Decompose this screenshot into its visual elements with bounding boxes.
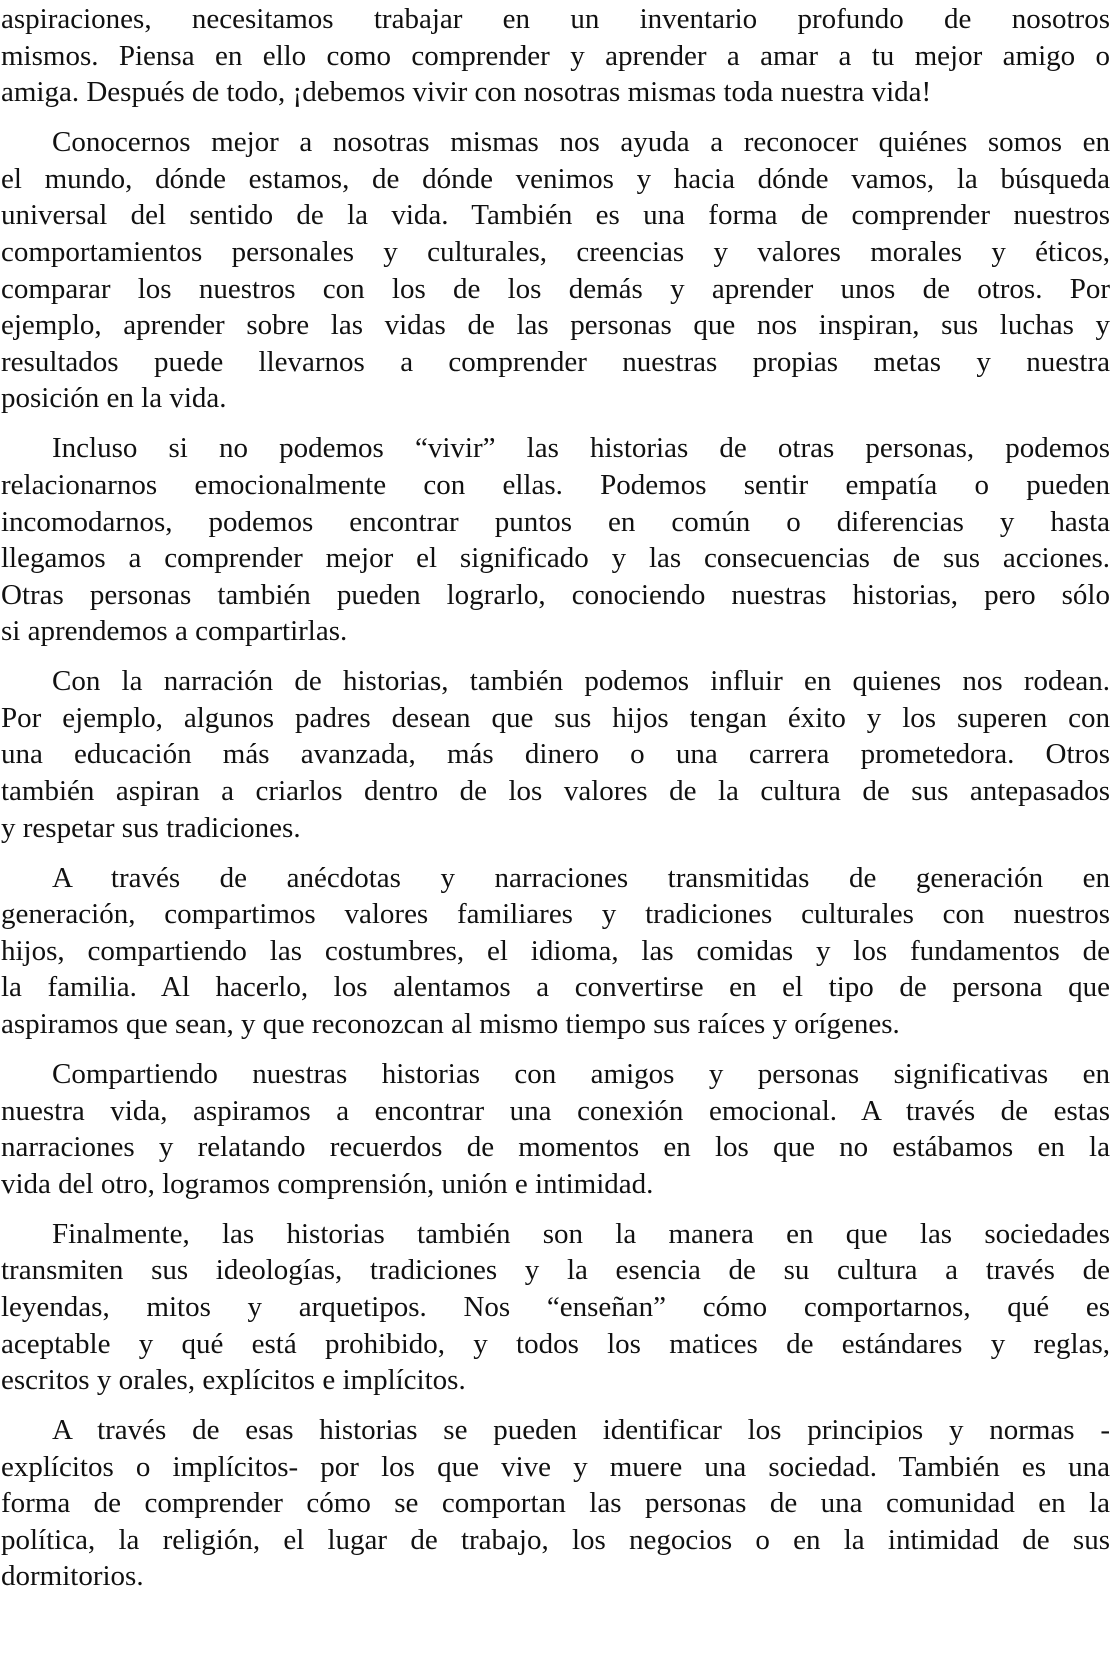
text-line: Incluso si no podemos “vivir” las historias de otras personas, podemos	[52, 432, 1110, 465]
text-line: A través de esas historias se pueden identificar los principios y normas -	[52, 1414, 1110, 1447]
text-line: llegamos a comprender mejor el significado y las consecuencias de sus acciones.	[1, 542, 1110, 575]
text-line: posición en la vida.	[1, 382, 227, 415]
text-line: comportamientos personales y culturales, creencias y valores morales y éticos,	[1, 235, 1110, 268]
text-line: Otras personas también pueden lograrlo, conociendo nuestras historias, pero sólo	[1, 578, 1110, 611]
paragraph	[1, 124, 1110, 417]
text-line: generación, compartimos valores familiares y tradiciones culturales con nuestros	[1, 898, 1110, 931]
text-line: si aprendemos a compartirlas.	[1, 615, 348, 648]
text-line: también aspiran a criarlos dentro de los valores de la cultura de sus antepasados	[1, 775, 1110, 808]
text-line: leyendas, mitos y arquetipos. Nos “enseñan” cómo comportarnos, qué es	[1, 1290, 1110, 1323]
text-line: aceptable y qué está prohibido, y todos los matices de estándares y reglas,	[1, 1327, 1110, 1360]
text-line: nuestra vida, aspiramos a encontrar una conexión emocional. A través de estas	[1, 1094, 1110, 1127]
paragraph	[1, 1216, 1110, 1399]
paragraph	[1, 860, 1110, 1043]
paragraph	[1, 430, 1110, 650]
text-line: vida del otro, logramos comprensión, unión e intimidad.	[1, 1167, 654, 1200]
text-line: el mundo, dónde estamos, de dónde venimos y hacia dónde vamos, la búsqueda	[1, 162, 1110, 195]
text-line: Conocernos mejor a nosotras mismas nos ayuda a reconocer quiénes somos en	[52, 126, 1110, 159]
text-line: política, la religión, el lugar de trabajo, los negocios o en la intimidad de sus	[1, 1523, 1110, 1556]
paragraph	[1, 1, 1110, 111]
text-line: narraciones y relatando recuerdos de momentos en los que no estábamos en la	[1, 1131, 1110, 1164]
text-line: una educación más avanzada, más dinero o una carrera prometedora. Otros	[1, 738, 1110, 771]
text-line: mismos. Piensa en ello como comprender y aprender a amar a tu mejor amigo o	[1, 39, 1110, 72]
text-line: explícitos o implícitos- por los que vive y muere una sociedad. También es una	[1, 1450, 1110, 1483]
text-line: Con la narración de historias, también podemos influir en quienes nos rodean.	[52, 665, 1110, 698]
text-line: A través de anécdotas y narraciones transmitidas de generación en	[52, 861, 1110, 894]
text-line: hijos, compartiendo las costumbres, el idioma, las comidas y los fundamentos de	[1, 934, 1110, 967]
text-line: la familia. Al hacerlo, los alentamos a convertirse en el tipo de persona que	[1, 971, 1110, 1004]
text-line: universal del sentido de la vida. También es una forma de comprender nuestros	[1, 199, 1110, 232]
text-line: forma de comprender cómo se comportan las personas de una comunidad en la	[1, 1487, 1110, 1520]
text-line: Por ejemplo, algunos padres desean que sus hijos tengan éxito y los superen con	[1, 701, 1110, 734]
text-line: aspiramos que sean, y que reconozcan al mismo tiempo sus raíces y orígenes.	[1, 1008, 900, 1040]
text-line: comparar los nuestros con los de los demás y aprender unos de otros. Por	[1, 272, 1110, 305]
text-line: Finalmente, las historias también son la manera en que las sociedades	[52, 1217, 1110, 1250]
paragraph	[1, 663, 1110, 846]
text-line: relacionarnos emocionalmente con ellas. Podemos sentir empatía o pueden	[1, 468, 1110, 501]
paragraph	[1, 1412, 1110, 1595]
text-line: dormitorios.	[1, 1560, 144, 1593]
text-line: escritos y orales, explícitos e implícitos.	[1, 1364, 466, 1397]
text-line: Compartiendo nuestras historias con amigos y personas significativas en	[52, 1057, 1110, 1090]
text-line: amiga. Después de todo, ¡debemos vivir con nosotras mismas toda nuestra vida!	[1, 76, 932, 109]
text-line: resultados puede llevarnos a comprender nuestras propias metas y nuestra	[1, 345, 1110, 378]
text-line: y respetar sus tradiciones.	[1, 811, 301, 844]
paragraph	[1, 1056, 1110, 1202]
text-line: ejemplo, aprender sobre las vidas de las personas que nos inspiran, sus luchas y	[1, 309, 1110, 342]
text-line: aspiraciones, necesitamos trabajar en un inventario profundo de nosotros	[1, 3, 1110, 35]
text-line: transmiten sus ideologías, tradiciones y la esencia de su cultura a través de	[1, 1254, 1110, 1287]
text-line: incomodarnos, podemos encontrar puntos en común o diferencias y hasta	[1, 505, 1110, 538]
